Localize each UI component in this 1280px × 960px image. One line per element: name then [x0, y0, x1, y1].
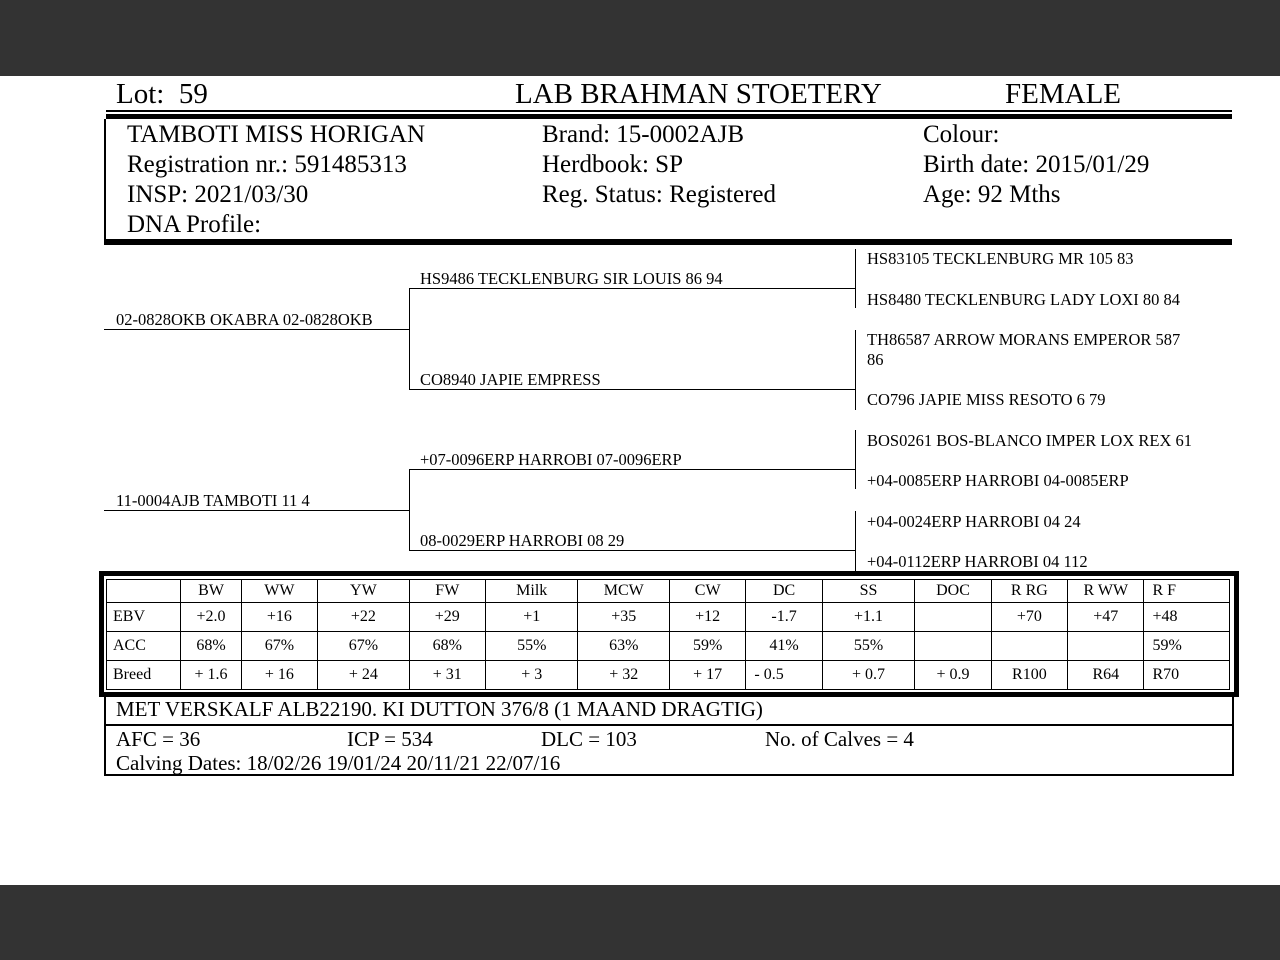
row-label: Breed: [107, 661, 181, 690]
breed-row: [107, 661, 1230, 690]
dlc-value: DLC = 103: [541, 727, 637, 751]
birth-date: Birth date: 2015/01/29: [923, 151, 1150, 178]
col-header: SS: [822, 580, 914, 603]
col-header: BW: [181, 580, 241, 603]
breeder-name: LAB BRAHMAN STOETERY: [515, 78, 882, 110]
bottom-letterbox-bar: [0, 885, 1280, 960]
col-header: [107, 580, 181, 603]
lot-label: Lot: 59: [116, 78, 208, 110]
table-cell: [991, 632, 1067, 661]
table-cell: +12: [669, 603, 745, 632]
ggp-3: TH86587 ARROW MORANS EMPEROR 587: [867, 330, 1181, 349]
ggp-3-cont: 86: [867, 350, 884, 369]
lot-number: 59: [178, 78, 208, 110]
col-header: WW: [241, 580, 317, 603]
table-cell: -1.7: [746, 603, 822, 632]
table-cell: +48: [1144, 603, 1230, 632]
table-cell: +1: [486, 603, 578, 632]
table-cell: +29: [409, 603, 485, 632]
table-cell: + 3: [486, 661, 578, 690]
col-header: DC: [746, 580, 822, 603]
ebv-row: [107, 603, 1230, 632]
herdbook: Herdbook: SP: [542, 151, 683, 178]
notes-divider: [104, 724, 1232, 726]
ggp-bracket-1: [855, 249, 856, 308]
brand: Brand: 15-0002AJB: [542, 121, 745, 148]
table-cell: [915, 603, 991, 632]
ggp-bracket-4: [855, 511, 856, 571]
remark-text: MET VERSKALF ALB22190. KI DUTTON 376/8 (1 MAAND DRAGTIG): [116, 697, 763, 721]
inspection-date: INSP: 2021/03/30: [127, 181, 309, 208]
table-cell: 59%: [1144, 632, 1230, 661]
col-header: FW: [409, 580, 485, 603]
reg-status: Reg. Status: Registered: [542, 181, 776, 208]
sex-label: FEMALE: [1005, 78, 1121, 110]
dam-bracket: [409, 469, 410, 551]
col-header: R RG: [991, 580, 1067, 603]
table-cell: +2.0: [181, 603, 241, 632]
top-letterbox-bar: [0, 0, 1280, 76]
table-cell: 68%: [181, 632, 241, 661]
ggp-2: HS8480 TECKLENBURG LADY LOXI 80 84: [867, 290, 1181, 309]
table-cell: R70: [1144, 661, 1230, 690]
table-cell: 41%: [746, 632, 822, 661]
sire-bracket: [409, 288, 410, 389]
dna-profile: DNA Profile:: [127, 211, 262, 238]
col-header: CW: [669, 580, 745, 603]
info-left-border: [104, 119, 106, 243]
ebv-header-row: [107, 580, 1230, 603]
pedigree-sire-sire: HS9486 TECKLENBURG SIR LOUIS 86 94: [420, 269, 723, 288]
afc-value: AFC = 36: [116, 727, 201, 751]
row-label: ACC: [107, 632, 181, 661]
pedigree-sire-dam: CO8940 JAPIE EMPRESS: [420, 370, 601, 389]
table-cell: +35: [578, 603, 669, 632]
info-bottom-rule: [104, 239, 1232, 245]
ggp-bracket-3: [855, 430, 856, 489]
col-header: YW: [318, 580, 409, 603]
table-cell: 59%: [669, 632, 745, 661]
table-cell: +22: [318, 603, 409, 632]
registration-number: Registration nr.: 591485313: [127, 151, 407, 178]
ggp-bracket-2: [855, 330, 856, 410]
colour: Colour:: [923, 121, 1000, 148]
ggp-7: +04-0024ERP HARROBI 04 24: [867, 512, 1081, 531]
col-header: Milk: [486, 580, 578, 603]
pedigree-dam-dam: 08-0029ERP HARROBI 08 29: [420, 531, 625, 550]
col-header: R WW: [1068, 580, 1144, 603]
acc-row: [107, 632, 1230, 661]
calving-dates: Calving Dates: 18/02/26 19/01/24 20/11/21 22/07/16: [116, 751, 561, 775]
ggp-4: CO796 JAPIE MISS RESOTO 6 79: [867, 390, 1106, 409]
col-header: R F: [1144, 580, 1230, 603]
table-cell: +1.1: [822, 603, 914, 632]
table-cell: + 31: [409, 661, 485, 690]
table-cell: 67%: [241, 632, 317, 661]
pedigree-sire: 02-0828OKB OKABRA 02-0828OKB: [116, 310, 373, 329]
ggp-5: BOS0261 BOS-BLANCO IMPER LOX REX 61: [867, 431, 1192, 450]
table-cell: + 17: [669, 661, 745, 690]
table-cell: +16: [241, 603, 317, 632]
table-cell: 55%: [486, 632, 578, 661]
table-cell: +47: [1068, 603, 1144, 632]
pedigree-dam: 11-0004AJB TAMBOTI 11 4: [116, 491, 310, 510]
table-cell: - 0.5: [746, 661, 822, 690]
header-rule-thick: [106, 114, 1232, 119]
table-cell: R64: [1068, 661, 1144, 690]
ggp-1: HS83105 TECKLENBURG MR 105 83: [867, 249, 1134, 268]
ggp-8: +04-0112ERP HARROBI 04 112: [867, 552, 1088, 571]
header-rule-thin: [106, 110, 1232, 112]
table-cell: + 0.9: [915, 661, 991, 690]
table-cell: + 0.7: [822, 661, 914, 690]
ggp-6: +04-0085ERP HARROBI 04-0085ERP: [867, 471, 1129, 490]
icp-value: ICP = 534: [347, 727, 433, 751]
table-cell: + 32: [578, 661, 669, 690]
age: Age: 92 Mths: [923, 181, 1061, 208]
row-label: EBV: [107, 603, 181, 632]
table-cell: 67%: [318, 632, 409, 661]
pedigree-dam-sire: +07-0096ERP HARROBI 07-0096ERP: [420, 450, 682, 469]
col-header: MCW: [578, 580, 669, 603]
ebv-table: [106, 579, 1230, 690]
table-cell: 55%: [822, 632, 914, 661]
table-cell: + 16: [241, 661, 317, 690]
table-cell: R100: [991, 661, 1067, 690]
col-header: DOC: [915, 580, 991, 603]
calves-count: No. of Calves = 4: [765, 727, 914, 751]
table-cell: + 1.6: [181, 661, 241, 690]
table-cell: + 24: [318, 661, 409, 690]
animal-name: TAMBOTI MISS HORIGAN: [127, 121, 426, 148]
table-cell: 63%: [578, 632, 669, 661]
table-cell: [915, 632, 991, 661]
table-cell: 68%: [409, 632, 485, 661]
table-cell: [1068, 632, 1144, 661]
table-cell: +70: [991, 603, 1067, 632]
